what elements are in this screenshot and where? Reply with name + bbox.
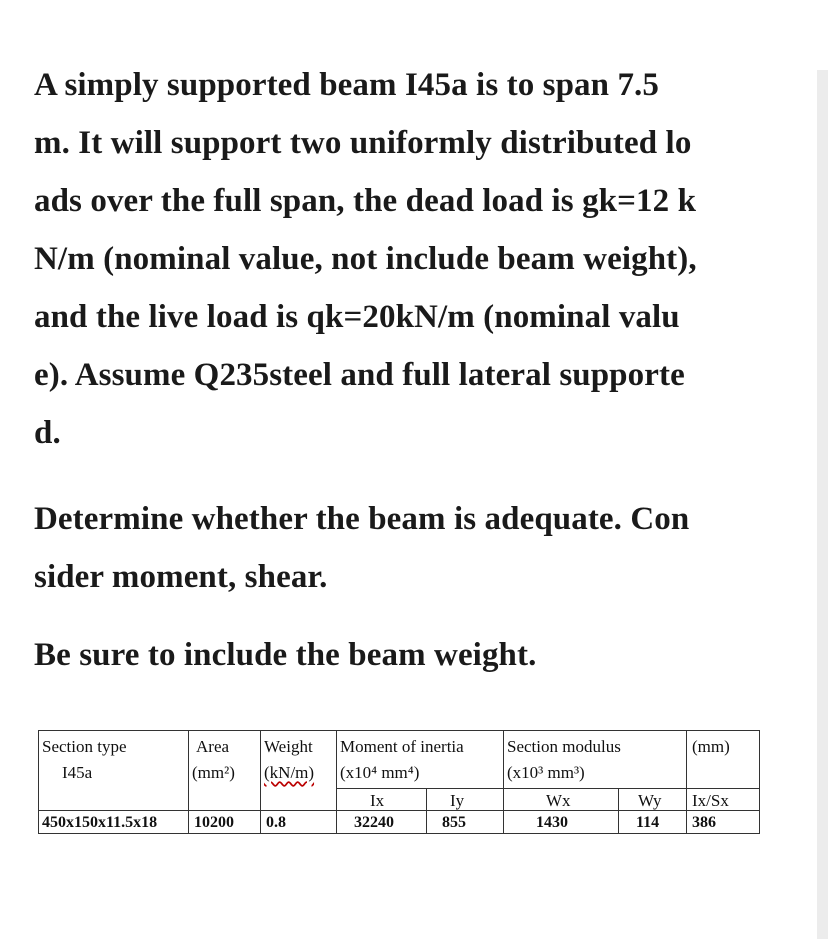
section-properties-table — [38, 730, 760, 834]
row-weight: 0.8 — [266, 814, 286, 831]
grid-line — [188, 730, 189, 833]
row-ix: 32240 — [354, 814, 394, 831]
row-wy: 114 — [636, 814, 660, 831]
subheader-ixsx: Ix/Sx — [692, 791, 729, 810]
header-weight-unit: (kN/m) — [264, 763, 315, 782]
subheader-ix: Ix — [370, 791, 385, 810]
subheader-wx: Wx — [546, 791, 571, 810]
task-paragraph: Determine whether the beam is adequate. Con sider moment, shear. — [34, 501, 690, 595]
header-area: Area — [196, 737, 230, 756]
right-edge-rule — [817, 70, 828, 939]
header-modulus-unit: (x10³ mm³) — [507, 763, 585, 782]
header-weight: Weight — [264, 737, 313, 756]
grid-line — [686, 730, 687, 833]
row-wx: 1430 — [536, 814, 568, 831]
problem-statement — [34, 56, 804, 684]
header-section-name: I45a — [62, 763, 93, 782]
row-ixsx: 386 — [692, 814, 716, 831]
header-inertia: Moment of inertia — [340, 737, 464, 756]
grid-line — [336, 730, 337, 833]
header-mm: (mm) — [692, 737, 730, 756]
row-iy: 855 — [442, 814, 466, 831]
subheader-iy: Iy — [450, 791, 465, 810]
grid-line — [336, 788, 760, 789]
note-paragraph: Be sure to include the beam weight. — [34, 637, 537, 673]
problem-paragraph: A simply supported beam I45a is to span 7.5 m. It will support two uniformly distributed lo ads over the full span, the dead load is gk=12 k N/m (nominal value, not include beam weight), and the live load is qk=20kN/m (nominal valu e). Assume Q235steel and full lateral supporte d. — [34, 67, 697, 451]
grid-line — [260, 730, 261, 833]
grid-line — [503, 730, 504, 833]
header-section-type: Section type — [42, 737, 127, 756]
row-area: 10200 — [194, 814, 234, 831]
header-modulus: Section modulus — [507, 737, 621, 756]
subheader-wy: Wy — [638, 791, 662, 810]
header-inertia-unit: (x10⁴ mm⁴) — [340, 763, 420, 782]
row-dimensions: 450x150x11.5x18 — [42, 814, 158, 831]
header-area-unit: (mm²) — [192, 763, 235, 782]
